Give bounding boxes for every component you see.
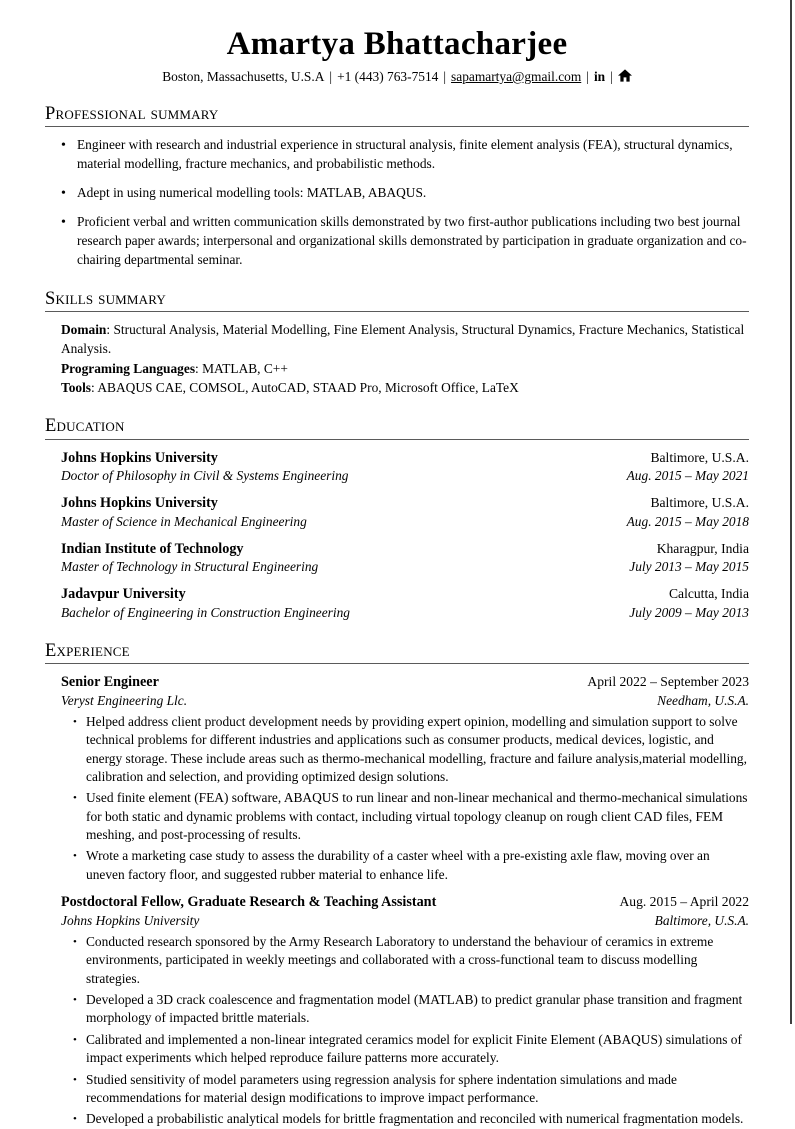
experience-bullet (73, 1110, 749, 1128)
summary-bullet (61, 136, 749, 174)
entry-dates: July 2013 – May 2015 (629, 559, 749, 575)
entry-dates: Aug. 2015 – May 2018 (626, 513, 749, 529)
skills-block (61, 320, 749, 398)
job-bullet-list (73, 933, 749, 1129)
contact-line (45, 69, 749, 85)
company-name: Johns Hopkins University (61, 912, 200, 928)
skill-value: ABAQUS CAE, COMSOL, AutoCAD, STAAD Pro, Microsoft Office, LaTeX (97, 380, 519, 396)
job-role: Senior Engineer (61, 674, 159, 691)
section-title: Experience (45, 640, 749, 664)
experience-bullet (73, 1071, 749, 1108)
bullet-icon (73, 1031, 86, 1068)
experience-bullet (73, 847, 749, 884)
bullet-icon (73, 713, 86, 786)
institution-name: Johns Hopkins University (61, 495, 218, 512)
entry-location: Calcutta, India (668, 586, 749, 602)
linkedin-icon[interactable]: in (593, 68, 606, 84)
education-entry (61, 449, 749, 486)
bullet-icon (73, 991, 86, 1028)
section-experience (45, 640, 749, 1129)
phone-number: +1 (443) 763-7514 (337, 68, 439, 84)
institution-name: Indian Institute of Technology (61, 540, 244, 557)
section-education (45, 415, 749, 621)
summary-bullet (61, 213, 749, 269)
bullet-icon (73, 789, 86, 844)
label-separator: : (106, 321, 114, 337)
experience-bullet-text: Wrote a marketing case study to assess the durability of a caster wheel with a pre-existing axle flaw, moving over an uneven factory floor, and suggested rubber material to enhance life. (86, 848, 710, 882)
bullet-icon (73, 847, 86, 884)
experience-bullet (73, 991, 749, 1028)
summary-bullet-text: Proficient verbal and written communication skills demonstrated by two first-author publications including two best journal research paper awards; interpersonal and organizational skills demonstrated by participation in graduate organization and co-chairing departmental seminar. (77, 214, 747, 267)
section-title: Education (45, 415, 749, 439)
resume-name: Amartya Bhattacharjee (226, 26, 568, 62)
institution-name: Johns Hopkins University (61, 449, 218, 466)
summary-bullet-text: Adept in using numerical modelling tools: MATLAB, ABAQUS. (77, 184, 427, 200)
skills-line (61, 380, 519, 395)
experience-bullet (73, 1031, 749, 1068)
separator: | (610, 68, 613, 84)
bullet-icon (61, 184, 77, 204)
section-title: Skills summary (45, 288, 749, 312)
experience-bullet-text: Used finite element (FEA) software, ABAQUS to run linear and non-linear mechanical and thermo-mechanical simulations for both static and dynamic problems with contact, including virtual topology cleanup on rough client CAD files, FEM meshing, and post-processing of results. (86, 790, 748, 843)
section-skills-summary (45, 288, 749, 398)
summary-bullet-list (61, 136, 749, 269)
job-role: Postdoctoral Fellow, Graduate Research & Teaching Assistant (61, 894, 437, 911)
company-name: Veryst Engineering Llc. (61, 692, 188, 708)
experience-bullet-text: Developed a probabilistic analytical models for brittle fragmentation and reconciled with numerical fragmentation models. (86, 1111, 744, 1127)
email-link[interactable]: sapamartya@gmail.com (451, 68, 582, 84)
entry-location: Baltimore, U.S.A. (650, 449, 749, 465)
entry-dates: Aug. 2015 – May 2021 (626, 468, 749, 484)
label-separator: : (195, 360, 203, 376)
skill-label: Domain (61, 321, 107, 337)
skill-label: Programing Languages (61, 360, 196, 376)
entry-location: Baltimore, U.S.A. (650, 495, 749, 511)
experience-entry (61, 893, 749, 1128)
job-bullet-list (73, 713, 749, 884)
experience-entry (61, 673, 749, 884)
location-text: Boston, Massachusetts, U.S.A (162, 68, 325, 84)
experience-bullet-text: Developed a 3D crack coalescence and fragmentation model (MATLAB) to predict granular phase transition and fragment morphology of impacted brittle materials. (86, 992, 743, 1026)
summary-bullet (61, 184, 749, 204)
bullet-icon (73, 933, 86, 988)
experience-bullet-text: Conducted research sponsored by the Army Research Laboratory to understand the behaviour of ceramics in extreme environments, participated in weekly meetings and collaborated with a cross-functional team to discuss modelling strategies. (86, 934, 714, 986)
job-dates: Aug. 2015 – April 2022 (619, 894, 749, 910)
entry-dates: July 2009 – May 2013 (629, 604, 749, 620)
label-separator: : (91, 380, 98, 396)
page-right-border (790, 0, 792, 1024)
home-icon[interactable] (618, 69, 632, 82)
skill-value: Structural Analysis, Material Modelling, Fine Element Analysis, Structural Dynamics, Fracture Mechanics, Statistical Analysis. (61, 321, 745, 357)
summary-bullet-text: Engineer with research and industrial experience in structural analysis, finite element analysis (FEA), structural dynamics, material modelling, fracture mechanics, and probabilistic methods. (77, 137, 733, 171)
experience-bullet (73, 789, 749, 844)
degree: Master of Science in Mechanical Engineering (61, 513, 307, 529)
bullet-icon (73, 1110, 86, 1128)
section-professional-summary (45, 103, 749, 270)
skills-line (61, 361, 288, 376)
job-location: Baltimore, U.S.A. (654, 912, 749, 928)
degree: Master of Technology in Structural Engineering (61, 559, 319, 575)
institution-name: Jadavpur University (61, 586, 186, 603)
education-entry (61, 540, 749, 577)
skills-line (61, 322, 744, 356)
experience-bullet (73, 713, 749, 786)
degree: Doctor of Philosophy in Civil & Systems Engineering (61, 468, 349, 484)
job-dates: April 2022 – September 2023 (587, 674, 749, 690)
bullet-icon (61, 213, 77, 269)
entry-location: Kharagpur, India (656, 540, 749, 556)
skill-label: Tools (61, 380, 92, 396)
separator: | (443, 68, 447, 84)
education-entry (61, 585, 749, 622)
experience-bullet-text: Calibrated and implemented a non-linear integrated ceramics model for explicit Finite Element (ABAQUS) simulations of impact experiments which helped reproduce failure patterns more accurately. (86, 1031, 742, 1066)
skill-value: MATLAB, C++ (202, 360, 288, 376)
degree: Bachelor of Engineering in Construction Engineering (61, 604, 350, 620)
bullet-icon (61, 136, 77, 174)
bullet-icon (73, 1071, 86, 1108)
education-entry (61, 494, 749, 531)
experience-bullet (73, 933, 749, 988)
experience-bullet-text: Helped address client product development needs by providing expert opinion, modelling and simulation support to solve technical problems for different industries and applications such as consumer products, medical devices, logistic, and energy storage. These include areas such as thermo-mechanical modelling, fracture and failure analysis,material modelling, calibration and selection, and providing optimized design solutions. (86, 713, 747, 784)
job-location: Needham, U.S.A. (657, 692, 749, 708)
separator: | (329, 68, 333, 84)
section-title: Professional summary (45, 103, 749, 127)
experience-bullet-text: Studied sensitivity of model parameters using regression analysis for sphere indentation simulations and made recommendations for material design modifications to improve impact performance. (86, 1071, 677, 1105)
separator: | (586, 68, 589, 84)
